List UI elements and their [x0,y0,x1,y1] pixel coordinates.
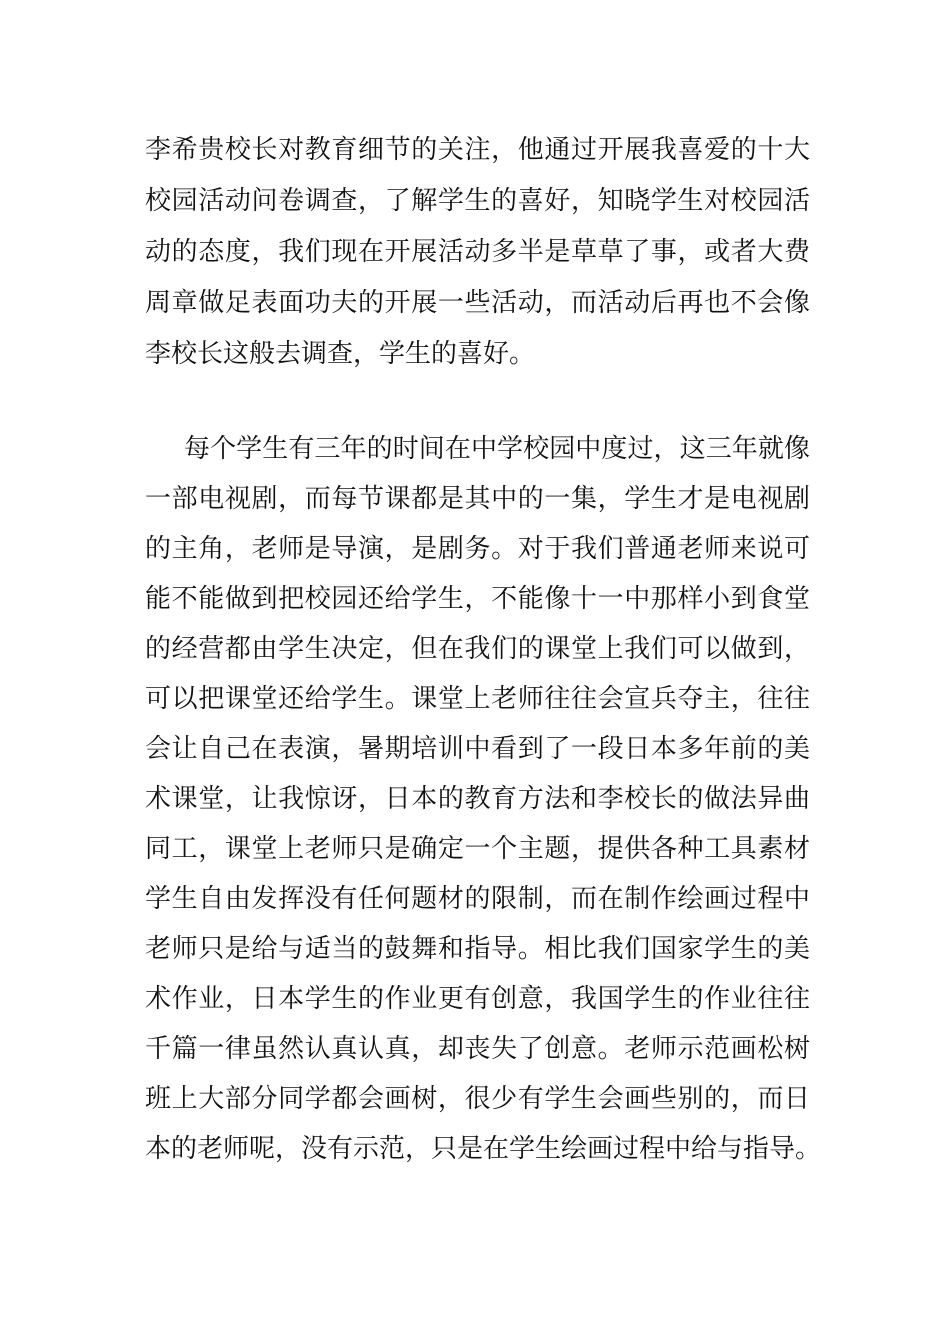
text-line: 会让自己在表演，暑期培训中看到了一段日本多年前的美 [145,734,810,764]
text-line: 的主角，老师是导演，是剧务。对于我们普通老师来说可 [145,534,810,564]
text-line: 李校长这般去调查，学生的喜好。 [145,339,536,369]
text-line: 本的老师呢，没有示范，只是在学生绘画过程中给与指导。 [145,1134,822,1164]
text-line: 班上大部分同学都会画树，很少有学生会画些别的，而日 [145,1084,810,1114]
text-line: 术课堂，让我惊讶，日本的教育方法和李校长的做法异曲 [145,784,810,814]
text-line: 周章做足表面功夫的开展一些活动，而活动后再也不会像 [145,288,810,318]
text-line: 老师只是给与适当的鼓舞和指导。相比我们国家学生的美 [145,934,810,964]
text-line: 动的态度，我们现在开展活动多半是草草了事，或者大费 [145,237,810,267]
text-line: 李希贵校长对教育细节的关注，他通过开展我喜爱的十大 [145,135,810,165]
text-line: 的经营都由学生决定，但在我们的课堂上我们可以做到， [145,634,810,664]
text-line: 一部电视剧，而每节课都是其中的一集，学生才是电视剧 [145,484,810,514]
text-line: 同工，课堂上老师只是确定一个主题，提供各种工具素材 [145,834,810,864]
text-line: 千篇一律虽然认真认真，却丧失了创意。老师示范画松树 [145,1034,810,1064]
text-line: 学生自由发挥没有任何题材的限制，而在制作绘画过程中 [145,884,810,914]
text-line: 术作业，日本学生的作业更有创意，我国学生的作业往往 [145,984,810,1014]
text-line: 能不能做到把校园还给学生，不能像十一中那样小到食堂 [145,584,810,614]
text-line: 可以把课堂还给学生。课堂上老师往往会宣兵夺主，往往 [145,684,810,714]
text-line: 每个学生有三年的时间在中学校园中度过，这三年就像 [184,434,810,464]
text-line: 校园活动问卷调查，了解学生的喜好，知晓学生对校园活 [145,186,810,216]
